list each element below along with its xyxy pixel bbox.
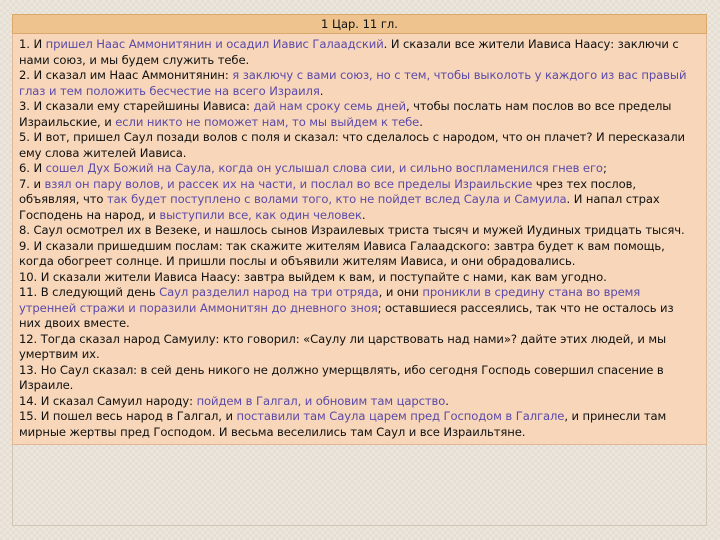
verse-text: 13. Но Саул сказал: в сей день никого не должно умерщвлять, ибо сегодня Господь совершил спасение в Израиле. (19, 362, 664, 392)
verse-text: ; (602, 161, 607, 175)
verse-content (12, 34, 707, 445)
verse-text: 8. Саул осмотрел их в Везеке, и нашлось сынов Израилевых триста тысяч и мужей Иудиных тридцать тысяч. (19, 223, 685, 237)
highlighted-text: так будет поступлено с волами того, кто не пойдет вслед Саула и Самуила (106, 192, 567, 206)
verse (19, 239, 694, 270)
highlighted-text: поставили там Саула царем пред Господом в Галгале (236, 409, 565, 423)
verse (19, 223, 694, 239)
highlighted-text: если никто не поможет нам, то мы выйдем к тебе (115, 114, 420, 129)
verse (19, 161, 694, 177)
highlighted-text: сошел Дух Божий на Саула, когда он услышал слова сии, и сильно воспламенился гнев его (45, 161, 603, 175)
highlighted-text: взял он пару волов, и рассек их на части, и послал во все пределы Израильские (44, 176, 533, 191)
verse-text: 11. В следующий день (19, 285, 160, 299)
verse (19, 37, 694, 68)
highlighted-text: Саул разделил народ на три отряда (159, 285, 379, 299)
verse (19, 130, 694, 161)
verse (19, 285, 694, 332)
highlighted-text: дай нам сроку семь дней (253, 99, 406, 113)
verse-text: . (419, 114, 423, 129)
highlighted-text: выступили все, как один человек (159, 207, 362, 222)
verse (19, 332, 694, 363)
verse-text: . И сказали все жители Иависа Наасу: заключи с нами союз, и мы будем служить тебе. (19, 37, 679, 67)
verse (19, 68, 694, 99)
verse-text: 10. И сказали жители Иависа Наасу: завтра выйдем к вам, и поступайте с нами, как вам угодно. (19, 269, 607, 284)
verse-text: 12. Тогда сказал народ Самуилу: кто говорил: «Саулу ли царствовать над нами»? дайте этих людей, и мы умертвим их. (19, 331, 667, 361)
verse-text: . И напал страх Господень на народ, и (19, 192, 660, 222)
verse-text: 9. И сказали пришедшим послам: так скажите жителям Иависа Галаадского: завтра будет к вам помощь, когда обогреет солнце. И пришли послы и объявили жителям Иависа, и они обрадовались. (19, 238, 665, 268)
verse (19, 394, 694, 410)
verse-text: . (319, 83, 324, 98)
verse-text: 7. и (19, 176, 45, 191)
verse-text: , чтобы послать нам послов во все пределы Израильские, и (19, 99, 672, 129)
verse (19, 177, 694, 224)
verse-text: 1. И (19, 37, 46, 51)
highlighted-text: я заключу с вами союз, но с тем, чтобы выколоть у каждого из вас правый глаз и тем положить бесчестие на всего Израиля (19, 68, 687, 98)
highlighted-text: проникли в средину стана во время утренней стражи и поразили Аммонитян до дневного зноя (19, 285, 641, 315)
verse (19, 409, 694, 440)
verse-text: 2. И сказал им Наас Аммонитянин: (19, 68, 233, 82)
verse-text: 6. И (19, 161, 46, 175)
verse (19, 270, 694, 286)
verse-text: ; оставшиеся рассеялись, так что не осталось из них двоих вместе. (19, 300, 674, 330)
highlighted-text: пришел Наас Аммонитянин и осадил Иавис Галаадский (45, 37, 384, 51)
verse-text: 14. И сказал Самуил народу: (19, 393, 197, 408)
verse (19, 99, 694, 130)
verse-table (12, 14, 707, 445)
verse-text: , и принесли там мирные жертвы пред Господом. И весьма веселились там Саул и все Израильтяне. (19, 409, 667, 439)
verse-text: . (445, 393, 449, 408)
verse-text: , и они (378, 285, 423, 299)
verse-text: чрез тех послов, объявляя, что (19, 176, 636, 206)
chapter-title: 1 Цар. 11 гл. (12, 14, 707, 34)
verse-text: 15. И пошел весь народ в Галгал, и (19, 409, 237, 423)
verse (19, 363, 694, 394)
verse-text: 5. И вот, пришел Саул позади волов с поля и сказал: что сделалось с народом, что он плачет? И пересказали ему слова жителей Иависа. (19, 130, 685, 160)
highlighted-text: пойдем в Галгал, и обновим там царство (196, 393, 446, 408)
verse-text: 3. И сказали ему старейшины Иависа: (19, 99, 254, 113)
verse-text: . (361, 207, 366, 222)
